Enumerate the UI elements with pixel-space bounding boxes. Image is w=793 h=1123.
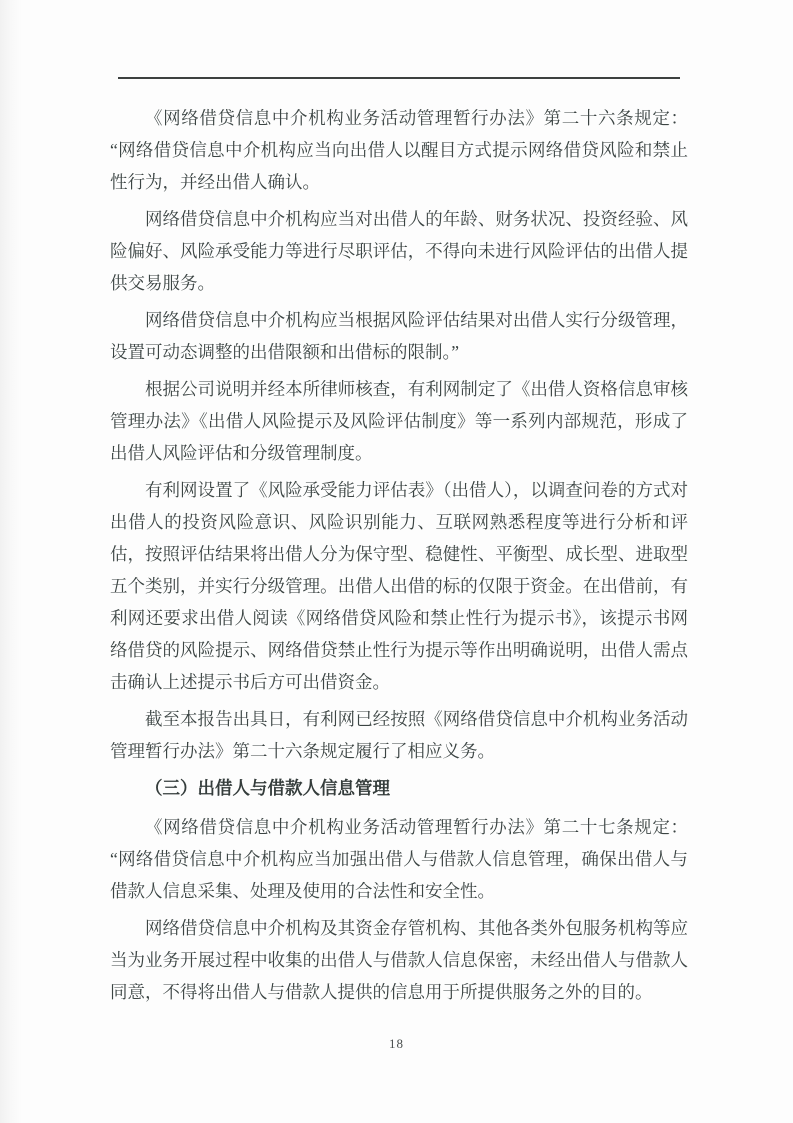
body-paragraph: 根据公司说明并经本所律师核查，有利网制定了《出借人资格信息审核管理办法》《出借人风险提示及风险评估制度》等一系列内部规范，形成了出借人风险评估和分级管理制度。: [110, 379, 688, 463]
section-heading: （三）出借人与借款人信息管理: [145, 778, 390, 798]
document-body: [110, 102, 688, 1013]
body-paragraph: 截至本报告出具日，有利网已经按照《网络借贷信息中介机构业务活动管理暂行办法》第二十六条规定履行了相应义务。: [110, 709, 688, 761]
scan-edge-shadow: [0, 0, 22, 1123]
page-number: 18: [389, 1036, 404, 1051]
header-rule: [118, 77, 680, 79]
body-paragraph: 网络借贷信息中介机构应当对出借人的年龄、财务状况、投资经验、风险偏好、风险承受能力等进行尽职评估，不得向未进行风险评估的出借人提供交易服务。: [110, 209, 688, 293]
body-paragraph: 网络借贷信息中介机构及其资金存管机构、其他各类外包服务机构等应当为业务开展过程中收集的出借人与借款人信息保密，未经出借人与借款人同意，不得将出借人与借款人提供的信息用于所提供服务之外的目的。: [110, 918, 688, 1002]
body-paragraph: 有利网设置了《风险承受能力评估表》（出借人），以调查问卷的方式对出借人的投资风险意识、风险识别能力、互联网熟悉程度等进行分析和评估，按照评估结果将出借人分为保守型、稳健性、平衡型、成长型、进取型五个类别，并实行分级管理。出借人出借的标的仅限于资金。在出借前，有利网还要求出借人阅读《网络借贷风险和禁止性行为提示书》，该提示书网络借贷的风险提示、网络借贷禁止性行为提示等作出明确说明，出借人需点击确认上述提示书后方可出借资金。: [110, 480, 688, 692]
body-paragraph: 网络借贷信息中介机构应当根据风险评估结果对出借人实行分级管理，设置可动态调整的出借限额和出借标的限制。”: [110, 310, 688, 362]
body-paragraph: 《网络借贷信息中介机构业务活动管理暂行办法》第二十六条规定：“网络借贷信息中介机构应当向出借人以醒目方式提示网络借贷风险和禁止性行为，并经出借人确认。: [110, 108, 688, 192]
body-paragraph: 《网络借贷信息中介机构业务活动管理暂行办法》第二十七条规定：“网络借贷信息中介机构应当加强出借人与借款人信息管理，确保出借人与借款人信息采集、处理及使用的合法性和安全性。: [110, 817, 688, 901]
